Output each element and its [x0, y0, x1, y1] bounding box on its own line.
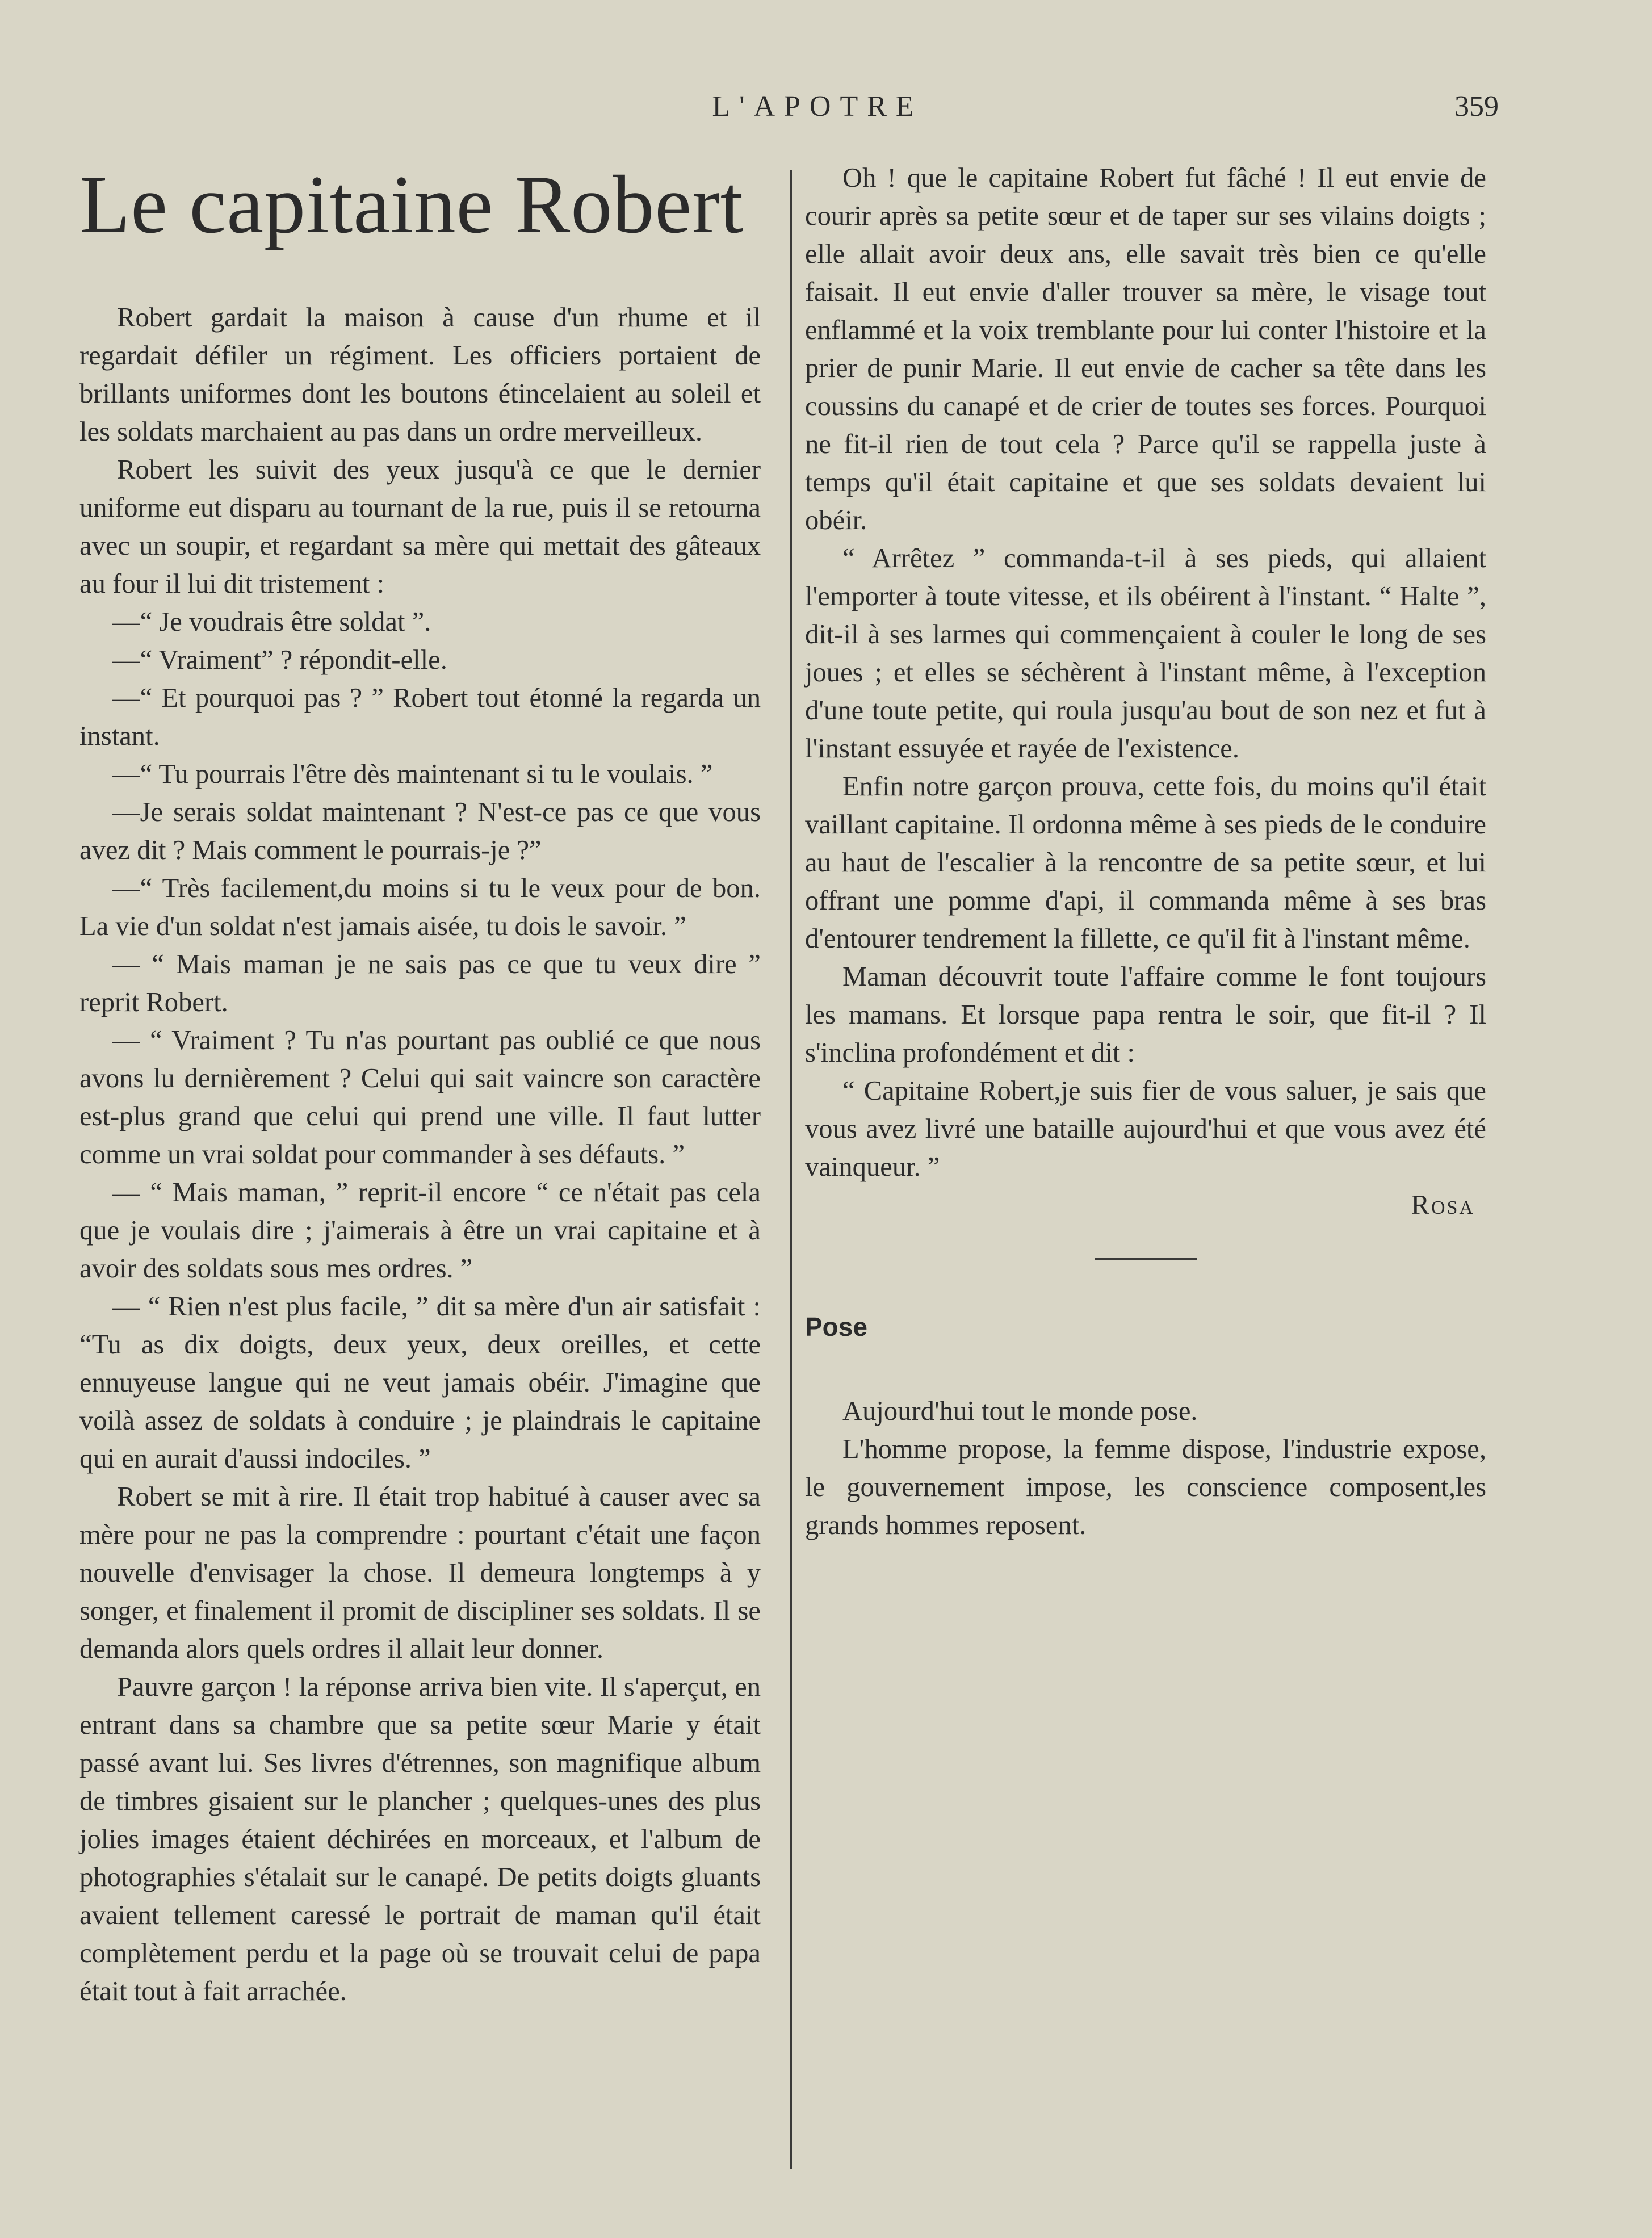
dialog-line: — “ Rien n'est plus facile, ” dit sa mère d'un air satisfait : “Tu as dix doigts, deux yeux, deux oreilles, et cette ennuyeuse langue qui ne veut jamais obéir. J'imagine que voilà assez de soldats à conduire ; je plaindrais le capitaine qui en aurait d'aussi indociles. ” [79, 1291, 761, 1474]
article-paragraph-continued: Pauvre garçon ! la réponse arriva bien vite. Il s'aperçut, en entrant dans sa chambre que sa petite sœur Marie y était passé avant lui. Ses livres d'étrennes, son magnifique album de timbres gisaient sur le plancher ; quelques-unes des plus jolies images étaient déchirées en morceaux, et l'album de photographies s'étalait sur le canapé. De petits doigts gluants avaient tellement caressé le portrait de maman qu'il était complètement perdu et la page où se trouvait celui de papa était tout à fait arrachée. [79, 1671, 761, 2006]
article-paragraph: Robert les suivit des yeux jusqu'à ce que le dernier uniforme eut disparu au tournant de la rue, puis il se retourna avec un soupir, et regardant sa mère qui mettait des gâteaux au four il lui dit tristement : [79, 454, 761, 599]
pose-paragraph: L'homme propose, la femme dispose, l'industrie expose, le gouvernement impose, les conscience composent,les grands hommes reposent. [805, 1434, 1486, 1540]
dialog-line: —“ Je voudrais être soldat ”. [112, 606, 431, 637]
article-paragraph: Robert gardait la maison à cause d'un rhume et il regardait défiler un régiment. Les officiers portaient de brillants uniformes dont les boutons étincelaient au soleil et les soldats marchaient au pas dans un ordre merveilleux. [79, 302, 761, 447]
dialog-line: —“ Tu pourrais l'être dès maintenant si tu le voulais. ” [112, 758, 713, 789]
article-paragraph: Oh ! que le capitaine Robert fut fâché ! Il eut envie de courir après sa petite sœur et de taper sur ses vilains doigts ; elle allait avoir deux ans, elle savait très bien ce qu'elle faisait. Il eut envie d'aller trouver sa mère, le visage tout enflammé et la voix tremblante pour lui conter l'histoire et la prier de punir Marie. Il eut envie de cacher sa tête dans les coussins du canapé et de crier de toutes ses forces. Pourquoi ne fit-il rien de tout cela ? Parce qu'il se rappella juste à temps qu'il était capitaine et que ses soldats devaient lui obéir. [805, 162, 1486, 535]
dialog-line: —“ Et pourquoi pas ? ” Robert tout étonné la regarda un instant. [79, 682, 761, 751]
dialog-line: — “ Vraiment ? Tu n'as pourtant pas oublié ce que nous avons lu dernièrement ? Celui qui sait vaincre son caractère est-plus grand que celui qui prend une ville. Il faut lutter comme un vrai soldat pour commander à ses défauts. ” [79, 1025, 761, 1170]
pose-title: Pose [805, 1312, 867, 1342]
dialog-line: —“ Très facilement,du moins si tu le veux pour de bon. La vie d'un soldat n'est jamais aisée, tu dois le savoir. ” [79, 873, 761, 941]
article-paragraph: Robert se mit à rire. Il était trop habitué à causer avec sa mère pour ne pas la comprendre : pourtant c'était une façon nouvelle d'envisager la chose. Il demeura longtemps à y songer, et finalement il promit de discipliner ses soldats. Il se demanda alors quels ordres il allait leur donner. [79, 1481, 761, 1664]
dialog-line: — “ Mais maman, ” reprit-il encore “ ce n'était pas cela que je voulais dire ; j'aimerais à être un vrai capitaine et à avoir des soldats sous mes ordres. ” [79, 1177, 761, 1284]
dialog-line: —“ Vraiment” ? répondit-elle. [112, 644, 447, 675]
column-divider [790, 170, 792, 2169]
article-paragraph: Enfin notre garçon prouva, cette fois, du moins qu'il était vaillant capitaine. Il ordonna même à ses pieds de le conduire au haut de l'escalier à la rencontre de sa petite sœur, et lui offrant une pomme d'api, il commanda même à ses bras d'entourer tendrement la fillette, ce qu'il fit à l'instant même. [805, 771, 1486, 954]
left-column [79, 159, 761, 2157]
article-paragraph: “ Capitaine Robert,je suis fier de vous saluer, je sais que vous avez livré une bataille aujourd'hui et que vous avez été vainqueur. ” [805, 1075, 1486, 1182]
running-head: L'APOTRE [712, 90, 923, 123]
author-name: Rosa [1411, 1189, 1475, 1220]
article-paragraph: “ Arrêtez ” commanda-t-il à ses pieds, qui allaient l'emporter à toute vitesse, et ils obéirent à l'instant. “ Halte ”, dit-il à ses larmes qui commençaient à couler le long de ses joues ; et elles se séchèrent à l'instant même, à l'exception d'une toute petite, qui roula jusqu'au bout de son nez et fut à l'instant essuyée et rayée de l'existence. [805, 543, 1486, 764]
section-separator [1095, 1258, 1197, 1260]
page-number: 359 [1454, 90, 1499, 123]
article-title: Le capitaine Robert [79, 158, 744, 250]
page-header [79, 90, 1499, 135]
right-column [805, 159, 1486, 2157]
pose-paragraph: Aujourd'hui tout le monde pose. [842, 1395, 1198, 1426]
article-paragraph: Maman découvrit toute l'affaire comme le font toujours les mamans. Et lorsque papa rentra le soir, que fit-il ? Il s'inclina profondément et dit : [805, 961, 1486, 1068]
author-signature [805, 1186, 1486, 1224]
dialog-line: — “ Mais maman je ne sais pas ce que tu veux dire ” reprit Robert. [79, 949, 761, 1017]
dialog-line: —Je serais soldat maintenant ? N'est-ce pas ce que vous avez dit ? Mais comment le pourrais-je ?” [79, 797, 761, 865]
